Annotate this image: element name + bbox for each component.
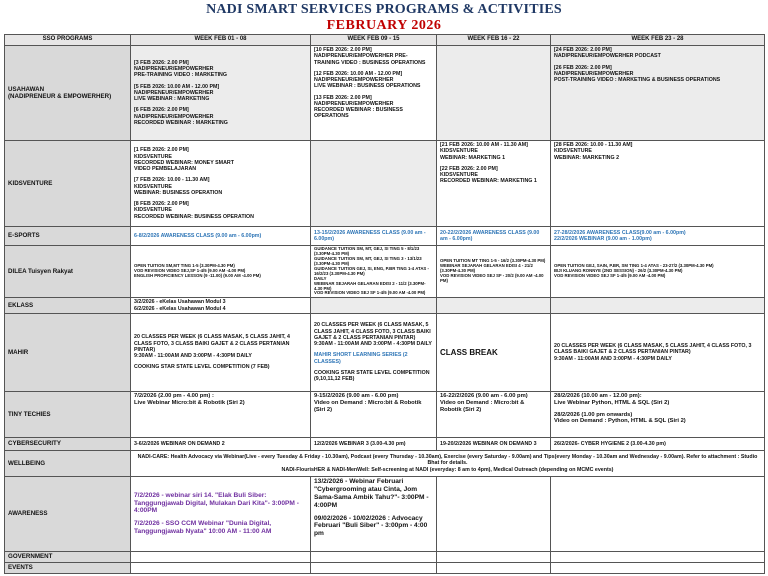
schedule-cell-w2: 13-15/2/2026 AWARENESS CLASS (9.00 am - 6.00pm) [311, 227, 437, 246]
schedule-cell-w3: CLASS BREAK [437, 313, 551, 391]
wellbeing-line: NADI-FlourisHER & NADI-MenWell: Self-screening at NADI (everyday: 8 am to 4pm), Medical Outreach (depending on MCMC events) [281, 466, 614, 473]
program-schedule-table [4, 34, 765, 574]
schedule-cell-w2: 12/2/2026 WEBINAR 3 (3.00-4.30 pm) [311, 437, 437, 450]
schedule-cell-w3: 16-22/2/2026 (9.00 am - 6.00 pm) Video on Demand : Micro:bit & Robotik (Siri 2) [437, 391, 551, 437]
program-label: TINY TECHIES [5, 391, 131, 437]
col-header-programs: SSO PROGRAMS [5, 35, 131, 46]
schedule-cell-w1: OPEN TUITION SM,MT TING 1-5 (3.30PM-4.30 PM) VOD REVISION VIDEO SEJ,SF 1-4/5 (9.00 AM -4.00 PM) ENGLISH PROFICIENCY LESSON (9 -11.00) (9.00 AM -4.00 PM) [131, 246, 311, 298]
schedule-cell-w2 [311, 298, 437, 314]
schedule-cell-w3 [437, 551, 551, 562]
table-header-row [5, 35, 765, 46]
page-title: NADI SMART SERVICES PROGRAMS & ACTIVITIES [206, 2, 562, 17]
page-subtitle-month: FEBRUARY 2026 [326, 18, 442, 33]
schedule-cell-w3: 19-20/2/2026 WEBINAR ON DEMAND 3 [437, 437, 551, 450]
schedule-cell-w4: OPEN TUITION GEJ, SAIN, P.BR, SM TING 1-4 ATAS - 23-27/2 (3.30PM-4.30 PM) BIJI KLUANG RONNYE (2ND SESSION) - 26/2 (3.30PM-4.30 PM) VOD REVISION VIDEO SEJ SF 1-4/5 (9.00 AM -4.00 PM) [551, 246, 765, 298]
schedule-cell-w2 [311, 141, 437, 227]
event-entry: 7/2/2026 - webinar siri 14. "Elak Buli Siber: Tanggungjawab Digital, Mulakan Dari Kita"- 3:00PM - 4:00PM [134, 491, 299, 515]
schedule-cell-w2 [311, 551, 437, 562]
row-government [5, 551, 765, 562]
schedule-cell-w3: OPEN TUITION MT TING 1-5 - 16/2 (3.30PM-4.30 PM) WEBINAR SEJARAH GELARAN EDISI 4 - 21/2 (3.30PM-4.30 PM) VOD REVISION VIDEO SEJ SF - 20/2 (9.00 AM -4.00 PM) [437, 246, 551, 298]
program-label: MAHIR [5, 313, 131, 391]
row-events [5, 562, 765, 573]
schedule-cell-w3 [437, 476, 551, 551]
event-entry: [13 FEB 2026: 2.00 PM] NADIPRENEUR/EMPOWERHER RECORDED WEBINAR : BUSINESS OPERATIONS [314, 94, 403, 120]
schedule-cell-w2: GUIDANCE TUITION SM, MT, GEJ, SI TING 5 - 8/1/23 (3.30PM-4.30 PM) GUIDANCE TUITION SM, MT, GEJ, SI TING 3 - 13/1/23 (3.30PM-4.30 PM) GUIDANCE TUITION GEJ, SI, ENG, P.BR TING 1-4 ATAS - 16/2/23 (3.30PM-4.30 PM) DAILY WEBINAR SEJARAH GELARAN EDISI 2 - 11/2 (3.30PM-4.30 PM) VOD REVISION VIDEO SEJ SF 1-4/5 (9.00 AM -4.00 PM) [311, 246, 437, 298]
schedule-cell-w4 [551, 391, 765, 437]
schedule-cell-w2 [311, 476, 437, 551]
program-label: E-SPORTS [5, 227, 131, 246]
event-entry: [21 FEB 2026: 10.00 AM - 11.30 AM] KIDSVENTURE WEBINAR: MARKETING 1 [440, 142, 528, 161]
schedule-cell-w4 [551, 551, 765, 562]
row-kidsventure [5, 141, 765, 227]
event-entry: [24 FEB 2026: 2.00 PM] NADIPRENEUR/EMPOWERHER PODCAST [554, 47, 661, 60]
schedule-cell-w4 [551, 141, 765, 227]
event-entry: 28/2/2026 (1.00 pm onwards) Video on Demand : Python, HTML & SQL (Siri 2) [554, 411, 686, 425]
row-usahawan [5, 46, 765, 141]
schedule-cell-w1 [131, 313, 311, 391]
col-header-week3: WEEK FEB 16 - 22 [437, 35, 551, 46]
schedule-cell-w4: 27-28/2/2026 AWARENESS CLASS(9.00 am - 6.00pm) 22/2/2026 WEBINAR (9.00 am - 1.00pm) [551, 227, 765, 246]
event-entry: [26 FEB 2026: 2.00 PM] NADIPRENEUR/EMPOWERHER POST-TRAINING VIDEO : MARKETING & BUSINESS OPERATIONS [554, 64, 721, 83]
schedule-cell-w1: 3-6/2/2026 WEBINAR ON DEMAND 2 [131, 437, 311, 450]
event-entry: [28 FEB 2026: 10.00 - 11.30 AM] KIDSVENTURE WEBINAR: MARKETING 2 [554, 142, 633, 161]
row-mahir [5, 313, 765, 391]
wellbeing-line: NADI-CARE: Health Advocacy via Webinar(Live - every Tuesday & Friday - 10.30am), Podcast (every Thursday - 10.30am), Exercise (every Saturday - 9.00am) and Tips(every Monday - 10.30am and Wednesday - 9.00am). Refer to attachment : Studio Bhat for details. [137, 454, 758, 467]
event-entry: MAHIR SHORT LEARNING SERIES (2 CLASSES) [314, 352, 408, 365]
row-awareness [5, 476, 765, 551]
event-entry: 28/2/2026 (10.00 am - 12.00 pm): Live Webinar Python, HTML & SQL (Siri 2) [554, 392, 670, 406]
event-entry: COOKING STAR STATE LEVEL COMPETITION (9,10,11,12 FEB) [314, 369, 430, 383]
col-header-week4: WEEK FEB 23 - 28 [551, 35, 765, 46]
program-label: USAHAWAN (NADIPRENEUR & EMPOWERHER) [5, 46, 131, 141]
schedule-cell-w3 [437, 298, 551, 314]
schedule-cell-w2 [311, 46, 437, 141]
schedule-cell-w1 [131, 551, 311, 562]
event-entry: 13/2/2026 - Webinar Februari "Cybergrooming atau Cinta, Jom Sama-Sama Ambik Tahu?"- 3:00PM - 4:00PM [314, 477, 429, 509]
row-tiny-techies [5, 391, 765, 437]
event-entry: [22 FEB 2026: 2.00 PM] KIDSVENTURE RECORDED WEBINAR: MARKETING 1 [440, 165, 537, 185]
event-entry: [6 FEB 2026: 2.00 PM] NADIPRENEUR/EMPOWERHER RECORDED WEBINAR : MARKETING [134, 107, 228, 126]
schedule-cell-w3: 20-22/2/2026 AWARENESS CLASS (9.00 am - 6.00pm) [437, 227, 551, 246]
event-entry: 20 CLASSES PER WEEK (6 CLASS MASAK, 5 CLASS JAHIT, 4 CLASS FOTO, 3 CLASS BAIKI GAJET & 2 CLASS PERTANIAN PINTAR) 9:30AM - 11:00AM AND 3:00PM - 4:30PM DAILY [314, 322, 432, 348]
program-label: AWARENESS [5, 476, 131, 551]
schedule-cell-w2 [311, 562, 437, 573]
schedule-cell-w1: 6-8/2/2026 AWARENESS CLASS (9.00 am - 6.00pm) [131, 227, 311, 246]
row-dilea [5, 246, 765, 298]
schedule-cell-w1 [131, 46, 311, 141]
event-entry: [1 FEB 2026: 2.00 PM] KIDSVENTURE RECORDED WEBINAR: MONEY SMART VIDEO PEMBELAJARAN [134, 147, 234, 172]
program-label: EVENTS [5, 562, 131, 573]
schedule-cell-w4 [551, 476, 765, 551]
schedule-cell-w3 [437, 562, 551, 573]
schedule-cell-w1: 7/2/2026 (2.00 pm - 4.00 pm) : Live Webinar Micro:bit & Robotik (Siri 2) [131, 391, 311, 437]
row-eklass [5, 298, 765, 314]
col-header-week1: WEEK FEB 01 - 08 [131, 35, 311, 46]
program-label: DILEA Tuisyen Rakyat [5, 246, 131, 298]
col-header-week2: WEEK FEB 09 - 15 [311, 35, 437, 46]
schedule-cell-w2: 9-15/2/2026 (9.00 am - 6.00 pm) Video on Demand : Micro:bit & Robotik (Siri 2) [311, 391, 437, 437]
schedule-cell-w1: 3/2/2026 - eKelas Usahawan Modul 3 6/2/2026 - eKelas Usahawan Modul 4 [131, 298, 311, 314]
schedule-cell-w1 [131, 562, 311, 573]
event-entry: 20 CLASSES PER WEEK (6 CLASS MASAK, 5 CLASS JAHIT, 4 CLASS FOTO, 3 CLASS BAIKI GAJET & 2 CLASS PERTANIAN PINTAR) 9:30AM - 11:00AM AND 3:00PM - 4:30PM DAILY [134, 334, 290, 359]
schedule-cell-w1 [131, 476, 311, 551]
schedule-cell-w4: 26/2/2026- CYBER HYGIENE 2 (3.00-4.30 pm) [551, 437, 765, 450]
event-entry: [7 FEB 2026: 10.00 - 11.30 AM] KIDSVENTURE WEBINAR: BUSINESS OPERATION [134, 177, 223, 196]
schedule-cell-w2 [311, 313, 437, 391]
program-label: GOVERNMENT [5, 551, 131, 562]
event-entry: 09/02/2026 - 10/02/2026 : Advocacy Februari "Buli Siber" - 3:00pm - 4:00 pm [314, 514, 428, 538]
schedule-cell-w4 [551, 562, 765, 573]
event-entry: [3 FEB 2026: 2.00 PM] NADIPRENEUR/EMPOWERHER PRE-TRAINING VIDEO : MARKETING [134, 59, 227, 79]
row-esports [5, 227, 765, 246]
program-label: EKLASS [5, 298, 131, 314]
schedule-cell-w4 [551, 298, 765, 314]
program-label: CYBERSECURITY [5, 437, 131, 450]
event-entry: [10 FEB 2026: 2.00 PM] NADIPRENEUR/EMPOWERHER PRE- TRAINING VIDEO : BUSINESS OPERATIONS [314, 47, 426, 66]
event-entry: [5 FEB 2026: 10.00 AM - 12.00 PM] NADIPRENEUR/EMPOWERHER LIVE WEBINAR : MARKETING [134, 83, 220, 103]
program-label: WELLBEING [5, 450, 131, 476]
event-entry: 7/2/2026 - SSO CCM Webinar "Dunia Digital, Tanggungjawab Nyata" 10:00 AM - 11:00 AM [134, 520, 272, 536]
event-entry: [12 FEB 2026: 10.00 AM - 12.00 PM] NADIPRENEUR/EMPOWERHER LIVE WEBINAR : BUSINESS OPERATIONS [314, 70, 421, 90]
event-entry: COOKING STAR STATE LEVEL COMPETITION (7 FEB) [134, 364, 270, 371]
schedule-cell-w1 [131, 141, 311, 227]
schedule-cell-w4 [551, 46, 765, 141]
event-entry: [8 FEB 2026: 2.00 PM] KIDSVENTURE RECORDED WEBINAR: BUSINESS OPERATION [134, 201, 254, 220]
row-wellbeing [5, 450, 765, 476]
wellbeing-info-cell [131, 450, 765, 476]
schedule-cell-w3 [437, 46, 551, 141]
program-label: KIDSVENTURE [5, 141, 131, 227]
schedule-cell-w3 [437, 141, 551, 227]
schedule-cell-w4: 20 CLASSES PER WEEK (6 CLASS MASAK, 5 CLASS JAHIT, 4 CLASS FOTO, 3 CLASS BAIKI GAJET & 2 CLASS PERTANIAN PINTAR) 9:30AM - 11:00AM AND 3:00PM - 4:30PM DAILY [551, 313, 765, 391]
row-cybersecurity [5, 437, 765, 450]
